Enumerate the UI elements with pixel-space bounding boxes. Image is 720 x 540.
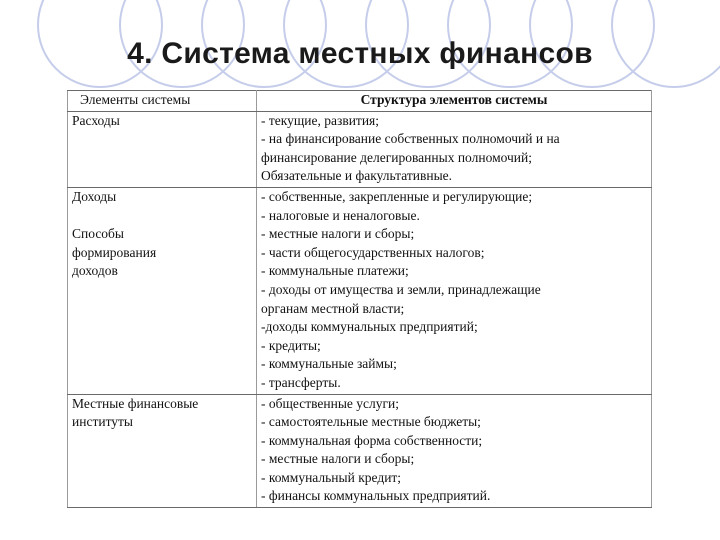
structure-line: - финансы коммунальных предприятий.: [261, 488, 491, 504]
structure-line: - трансферты.: [261, 374, 341, 390]
structure-line: - местные налоги и сборы;: [261, 451, 415, 467]
structure-cell: [257, 187, 652, 394]
structure-line: - коммунальный кредит;: [261, 469, 402, 485]
structure-line: - текущие, развития;: [261, 112, 379, 128]
element-line: Расходы: [72, 112, 120, 128]
header-elements: Элементы системы: [68, 91, 257, 112]
structure-line: - коммунальные займы;: [261, 356, 397, 372]
structure-line: - кредиты;: [261, 337, 321, 353]
element-cell: [68, 111, 257, 187]
structure-cell: [257, 394, 652, 508]
element-line: Местные финансовые: [72, 395, 199, 411]
table-row: [68, 394, 652, 508]
structure-line: - коммунальная форма собственности;: [261, 432, 483, 448]
slide-title: 4. Система местных финансов: [127, 37, 593, 70]
structure-line: -доходы коммунальных предприятий;: [261, 319, 478, 335]
structure-line: - на финансирование собственных полномочий и на: [261, 131, 560, 147]
structure-line: - коммунальные платежи;: [261, 263, 409, 279]
structure-line: - доходы от имущества и земли, принадлежащие: [261, 281, 541, 297]
table-header-row: [68, 91, 652, 112]
structure-cell: [257, 111, 652, 187]
structure-line: - местные налоги и сборы;: [261, 226, 415, 242]
table-row: [68, 111, 652, 187]
element-line: доходов: [72, 263, 118, 279]
structure-line: Обязательные и факультативные.: [261, 168, 453, 184]
structure-line: финансирование делегированных полномочий;: [261, 149, 533, 165]
element-line: Способы: [72, 226, 124, 242]
finance-system-table: [67, 90, 652, 508]
structure-line: - части общегосударственных налогов;: [261, 244, 485, 260]
element-cell: [68, 394, 257, 508]
structure-line: - собственные, закрепленные и регулирующие;: [261, 188, 533, 204]
element-line: Доходы: [72, 188, 117, 204]
structure-line: - самостоятельные местные бюджеты;: [261, 414, 481, 430]
finance-system-table-wrapper: [67, 90, 652, 508]
table-body: [68, 111, 652, 507]
structure-line: - налоговые и неналоговые.: [261, 207, 420, 223]
table-row: [68, 187, 652, 394]
structure-line: - общественные услуги;: [261, 395, 400, 411]
element-line: институты: [72, 414, 134, 430]
element-cell: [68, 187, 257, 394]
structure-line: органам местной власти;: [261, 300, 405, 316]
header-structure: Структура элементов системы: [257, 91, 652, 112]
element-line: формирования: [72, 244, 157, 260]
line-gap: [72, 207, 252, 226]
